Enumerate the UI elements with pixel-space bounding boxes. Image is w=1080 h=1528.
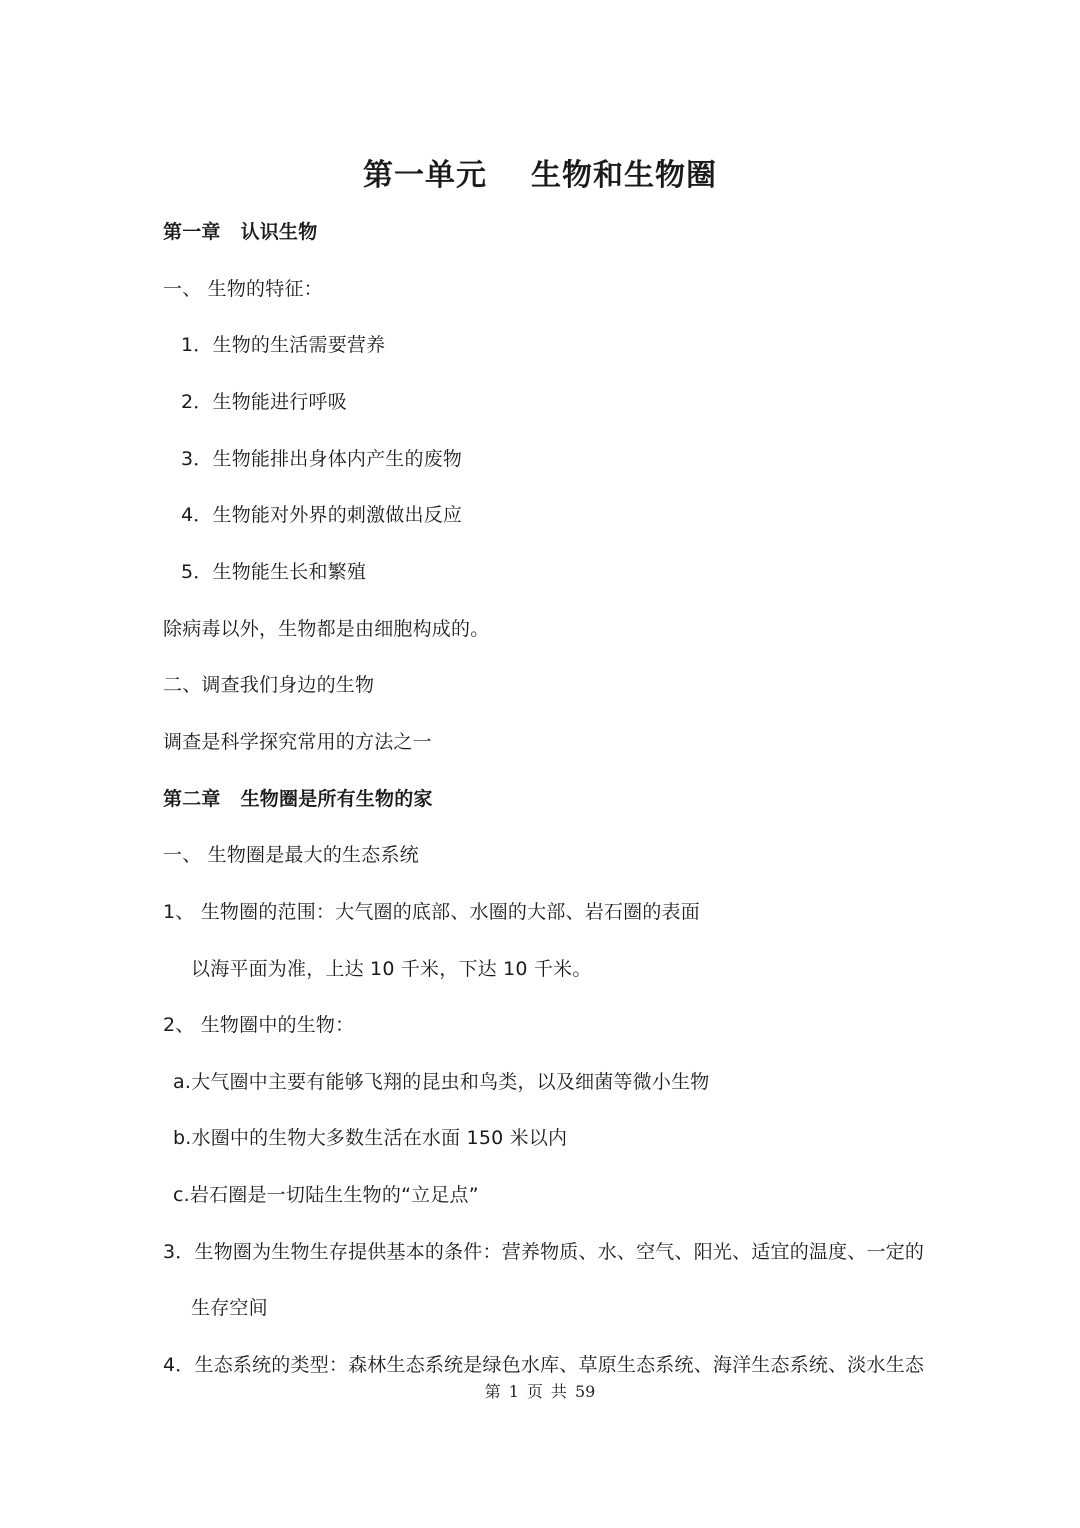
section-heading: 一、 生物圈是最大的生态系统 xyxy=(163,844,419,866)
list-item: 2、 生物圈中的生物： xyxy=(163,1014,355,1036)
list-item-detail: 生存空间 xyxy=(191,1297,268,1319)
page-number: 1 xyxy=(508,1382,519,1401)
sub-item: a.大气圈中主要有能够飞翔的昆虫和鸟类，以及细菌等微小生物 xyxy=(173,1071,710,1093)
chapter-heading-2 xyxy=(163,787,433,811)
feature-item: 1．生物的生活需要营养 xyxy=(181,334,386,356)
page-footer xyxy=(0,1382,1080,1402)
list-item: 1、 生物圈的范围：大气圈的底部、水圈的大部、岩石圈的表面 xyxy=(163,901,700,923)
sub-item: b.水圈中的生物大多数生活在水面 150 米以内 xyxy=(173,1127,568,1149)
unit-title-name: 生物和生物圈 xyxy=(531,158,717,193)
list-item-detail: 以海平面为准，上达 10 千米，下达 10 千米。 xyxy=(191,958,592,980)
feature-item: 2．生物能进行呼吸 xyxy=(181,391,347,413)
paragraph: 除病毒以外，生物都是由细胞构成的。 xyxy=(163,618,490,640)
paragraph: 调查是科学探究常用的方法之一 xyxy=(163,731,432,753)
section-heading: 一、 生物的特征： xyxy=(163,278,323,300)
feature-item: 3．生物能排出身体内产生的废物 xyxy=(181,448,463,470)
chapter-name: 生物圈是所有生物的家 xyxy=(240,788,433,810)
footer-word: 共 xyxy=(550,1382,567,1401)
footer-word: 第 xyxy=(484,1382,501,1401)
section-heading: 二、调查我们身边的生物 xyxy=(163,674,375,696)
list-item: 4．生态系统的类型：森林生态系统是绿色水库、草原生态系统、海洋生态系统、淡水生态 xyxy=(163,1354,925,1376)
chapter-number: 第一章 xyxy=(163,221,221,243)
list-item: 3．生物圈为生物生存提供基本的条件：营养物质、水、空气、阳光、适宜的温度、一定的 xyxy=(163,1241,925,1263)
chapter-number: 第二章 xyxy=(163,788,221,810)
footer-word: 页 xyxy=(526,1382,543,1401)
feature-item: 5．生物能生长和繁殖 xyxy=(181,561,367,583)
total-pages: 59 xyxy=(574,1382,596,1401)
chapter-name: 认识生物 xyxy=(240,221,318,243)
unit-title-number: 第一单元 xyxy=(363,158,487,193)
sub-item: c.岩石圈是一切陆生生物的“立足点” xyxy=(173,1184,479,1206)
feature-item: 4．生物能对外界的刺激做出反应 xyxy=(181,504,463,526)
unit-title xyxy=(0,156,1080,196)
chapter-heading-1 xyxy=(163,220,317,244)
